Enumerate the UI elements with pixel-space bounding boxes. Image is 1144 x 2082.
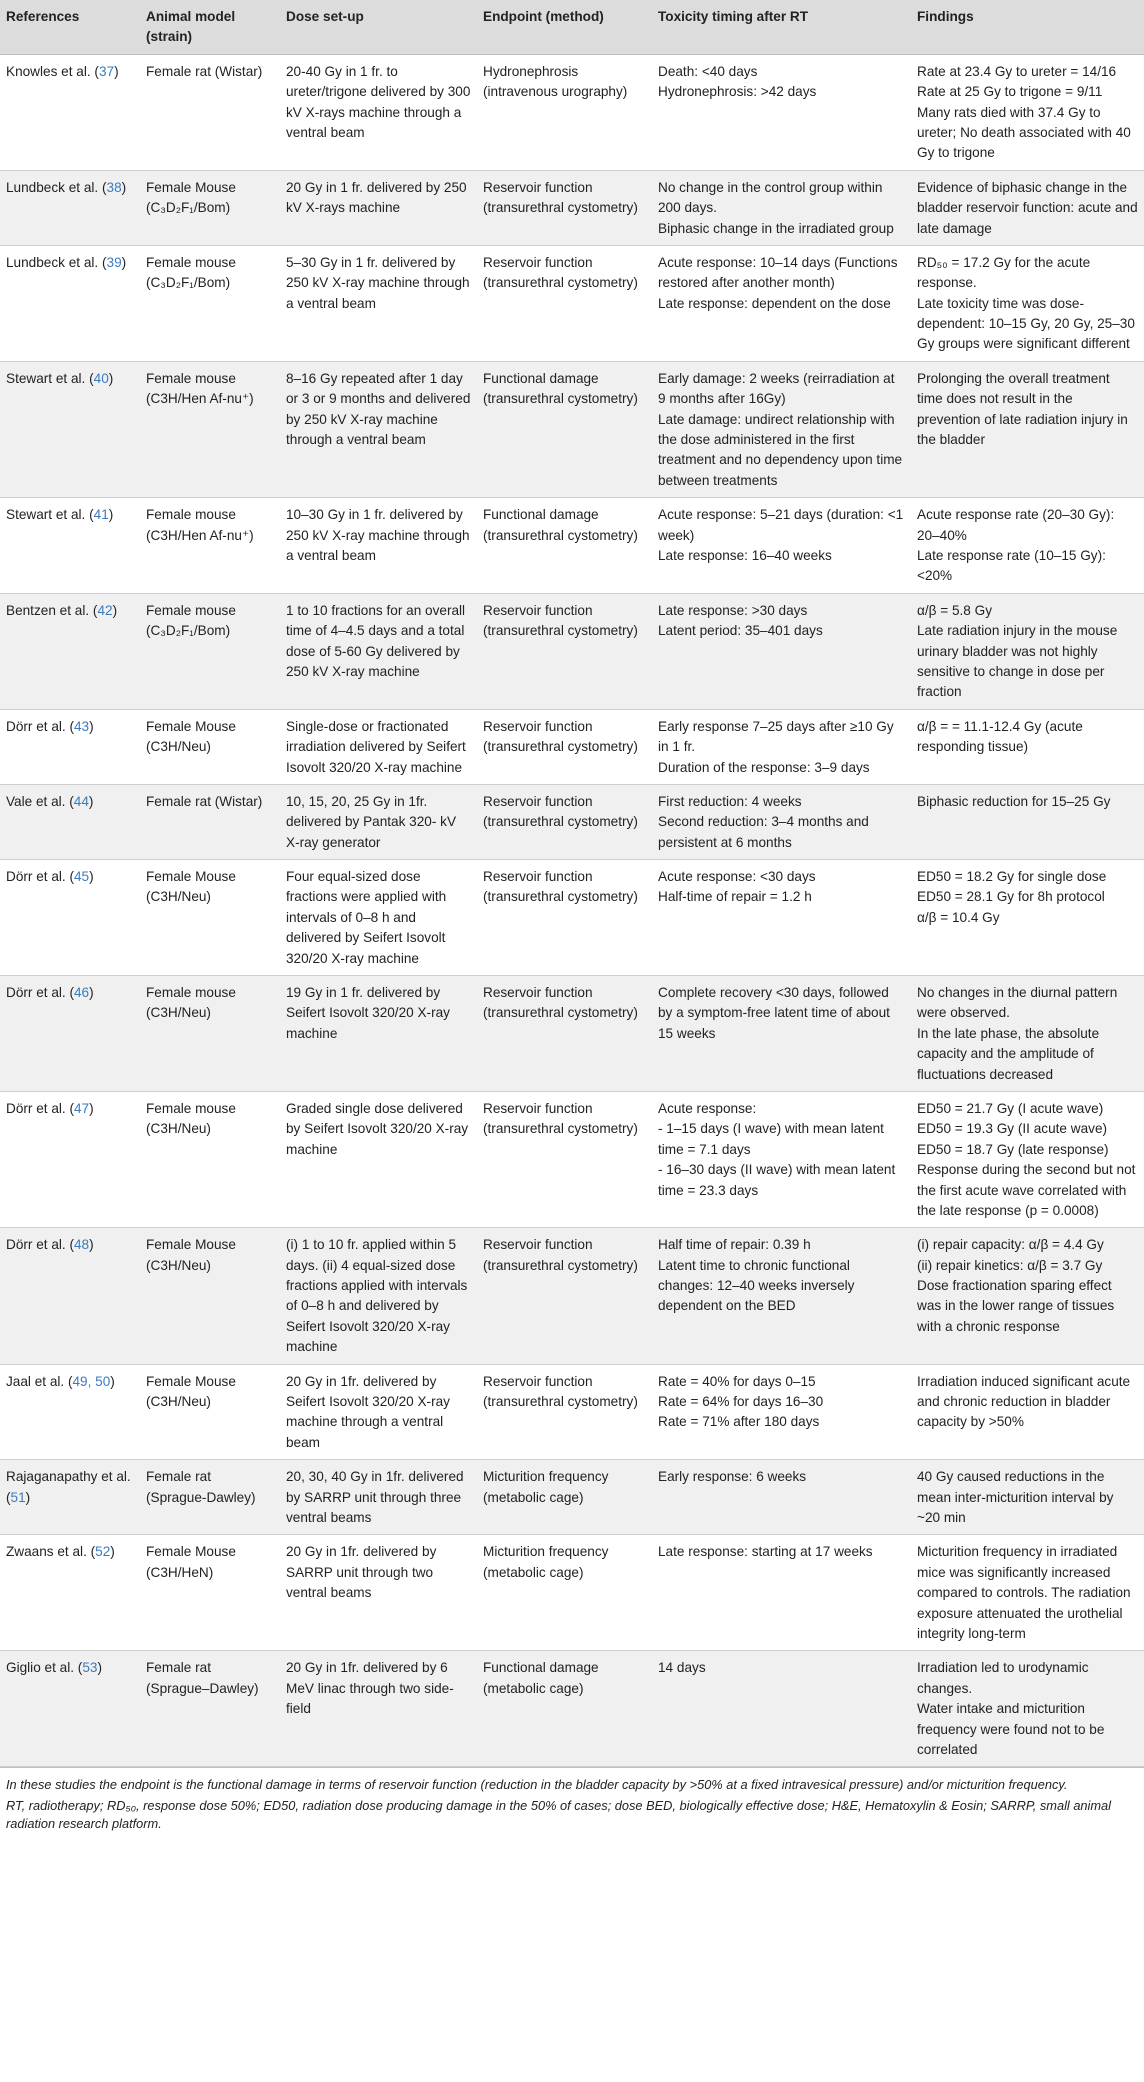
- finding-line: In the late phase, the absolute capacity and the amplitude of fluctuations decreased: [917, 1025, 1100, 1082]
- cell-animal-model: Female rat (Sprague-Dawley): [140, 1460, 280, 1535]
- cell-dose-setup: 1 to 10 fractions for an overall time of 4–4.5 days and a total dose of 5-60 Gy delivered by 250 kV X-ray machine: [280, 593, 477, 709]
- timing-line: - 16–30 days (II wave) with mean latent time = 23.3 days: [658, 1162, 896, 1198]
- finding-line: No changes in the diurnal pattern were observed.: [917, 985, 1118, 1021]
- table-row: [0, 54, 1144, 170]
- table-row: [0, 498, 1144, 594]
- timing-line: Duration of the response: 3–9 days: [658, 759, 870, 775]
- reference-name: Lundbeck et al.: [6, 179, 99, 195]
- timing-line: Late response: dependent on the dose: [658, 295, 891, 311]
- reference-name: Stewart et al.: [6, 507, 86, 523]
- cell-findings: [911, 1651, 1144, 1767]
- finding-line: Irradiation led to urodynamic changes.: [917, 1660, 1089, 1696]
- cell-toxicity-timing: [652, 593, 911, 709]
- timing-line: Acute response: 10–14 days (Functions restored after another month): [658, 254, 898, 291]
- reference-link[interactable]: 40: [93, 370, 109, 386]
- reference-link[interactable]: 51: [10, 1489, 26, 1505]
- timing-line: Complete recovery <30 days, followed by a symptom-free latent time of about 15 weeks: [658, 985, 890, 1041]
- finding-line: ED50 = 21.7 Gy (I acute wave): [917, 1100, 1104, 1116]
- cell-toxicity-timing: [652, 1091, 911, 1227]
- table-row: [0, 361, 1144, 497]
- cell-animal-model: Female mouse (C₃D₂F₁/Bom): [140, 245, 280, 361]
- timing-line: Late response: starting at 17 weeks: [658, 1544, 873, 1560]
- timing-line: Early response: 6 weeks: [658, 1469, 807, 1485]
- timing-line: Latent period: 35–401 days: [658, 623, 823, 639]
- cell-reference: Dörr et al. (43): [0, 709, 140, 784]
- finding-line: Late radiation injury in the mouse urinary bladder was not highly sensitive to change in dose per fraction: [917, 623, 1118, 700]
- cell-reference: Stewart et al. (41): [0, 498, 140, 594]
- reference-name: Knowles et al.: [6, 63, 91, 79]
- cell-reference: Jaal et al. (49, 50): [0, 1364, 140, 1460]
- header-toxicity-timing: Toxicity timing after RT: [652, 0, 911, 54]
- finding-line: Acute response rate (20–30 Gy): 20–40%: [917, 507, 1115, 543]
- cell-endpoint: Micturition frequency (metabolic cage): [477, 1460, 652, 1535]
- table-row: [0, 170, 1144, 245]
- cell-toxicity-timing: [652, 709, 911, 784]
- cell-animal-model: Female mouse (C3H/Neu): [140, 976, 280, 1092]
- timing-line: Late damage: undirect relationship with the dose administered in the first treatment and no dependency upon time between treatments: [658, 411, 903, 488]
- timing-line: Second reduction: 3–4 months and persistent at 6 months: [658, 814, 869, 850]
- reference-name: Dörr et al.: [6, 869, 66, 885]
- cell-dose-setup: 20, 30, 40 Gy in 1fr. delivered by SARRP unit through three ventral beams: [280, 1460, 477, 1535]
- cell-findings: [911, 860, 1144, 976]
- timing-line: First reduction: 4 weeks: [658, 793, 802, 809]
- table-row: [0, 1535, 1144, 1651]
- reference-name: Vale et al.: [6, 793, 66, 809]
- timing-line: 14 days: [658, 1660, 706, 1676]
- cell-animal-model: Female Mouse (C3H/Neu): [140, 860, 280, 976]
- cell-reference: Lundbeck et al. (39): [0, 245, 140, 361]
- reference-link[interactable]: 37: [98, 63, 115, 79]
- cell-animal-model: Female mouse (C3H/Neu): [140, 1091, 280, 1227]
- timing-line: Rate = 40% for days 0–15: [658, 1373, 816, 1389]
- cell-dose-setup: 20 Gy in 1 fr. delivered by 250 kV X-rays machine: [280, 170, 477, 245]
- cell-dose-setup: Four equal-sized dose fractions were applied with intervals of 0–8 h and delivered by Seifert Isovolt 320/20 X-ray machine: [280, 860, 477, 976]
- table-footnotes: [0, 1767, 1144, 1834]
- cell-findings: [911, 784, 1144, 859]
- reference-link[interactable]: 38: [106, 179, 122, 195]
- finding-line: Biphasic reduction for 15–25 Gy: [917, 793, 1111, 809]
- finding-line: α/β = = 11.1-12.4 Gy (acute responding tissue): [917, 718, 1083, 755]
- cell-endpoint: Reservoir function (transurethral cystometry): [477, 1228, 652, 1364]
- finding-line: Late toxicity time was dose-dependent: 10–15 Gy, 20 Gy, 25–30 Gy groups were significant different: [917, 295, 1135, 352]
- cell-endpoint: Functional damage (transurethral cystometry): [477, 498, 652, 594]
- table-header: [0, 0, 1144, 54]
- reference-name: Giglio et al.: [6, 1660, 75, 1676]
- header-endpoint: Endpoint (method): [477, 0, 652, 54]
- cell-animal-model: Female Mouse (C₃D₂F₁/Bom): [140, 170, 280, 245]
- table-row: [0, 1228, 1144, 1364]
- timing-line: Rate = 71% after 180 days: [658, 1414, 820, 1430]
- cell-endpoint: Reservoir function (transurethral cystometry): [477, 1364, 652, 1460]
- finding-line: Irradiation induced significant acute and chronic reduction in bladder capacity by >50%: [917, 1373, 1131, 1430]
- cell-toxicity-timing: [652, 1651, 911, 1767]
- cell-dose-setup: 8–16 Gy repeated after 1 day or 3 or 9 months and delivered by 250 kV X-ray machine through a ventral beam: [280, 361, 477, 497]
- finding-line: RD₅₀ = 17.2 Gy for the acute response.: [917, 254, 1091, 291]
- header-dose-setup: Dose set-up: [280, 0, 477, 54]
- timing-line: Acute response:: [658, 1100, 757, 1116]
- finding-line: Response during the second but not the first acute wave correlated with the late response (p = 0.0008): [917, 1162, 1136, 1218]
- reference-name: Lundbeck et al.: [6, 254, 99, 270]
- cell-animal-model: Female rat (Sprague–Dawley): [140, 1651, 280, 1767]
- cell-toxicity-timing: [652, 1364, 911, 1460]
- cell-animal-model: Female rat (Wistar): [140, 54, 280, 170]
- cell-findings: [911, 361, 1144, 497]
- timing-line: Acute response: 5–21 days (duration: <1 week): [658, 507, 904, 543]
- reference-name: Dörr et al.: [6, 718, 66, 734]
- cell-dose-setup: 20 Gy in 1fr. delivered by SARRP unit through two ventral beams: [280, 1535, 477, 1651]
- footnote-endpoint: In these studies the endpoint is the functional damage in terms of reservoir function (reduction in the bladder capacity by >50% at a fixed intravesical pressure) and/or micturition frequency.: [6, 1777, 1068, 1793]
- table-row: [0, 593, 1144, 709]
- cell-findings: [911, 1460, 1144, 1535]
- timing-line: Half-time of repair = 1.2 h: [658, 889, 812, 905]
- cell-dose-setup: 10, 15, 20, 25 Gy in 1fr. delivered by Pantak 320- kV X-ray generator: [280, 784, 477, 859]
- cell-endpoint: Reservoir function (transurethral cystometry): [477, 1091, 652, 1227]
- cell-endpoint: Reservoir function (transurethral cystometry): [477, 709, 652, 784]
- cell-findings: [911, 1091, 1144, 1227]
- finding-line: ED50 = 19.3 Gy (II acute wave): [917, 1121, 1108, 1137]
- reference-name: Stewart et al.: [6, 370, 86, 386]
- footnote-abbreviations: RT, radiotherapy; RD₅₀, response dose 50%; ED50, radiation dose producing damage in the 50% of cases; dose BED, biologically effective dose; H&E, Hematoxylin & Eosin; SARRP, small animal radiation research platform.: [6, 1797, 1112, 1832]
- reference-name: Dörr et al.: [6, 1100, 66, 1116]
- finding-line: Water intake and micturition frequency were found not to be correlated: [917, 1701, 1105, 1757]
- cell-toxicity-timing: [652, 860, 911, 976]
- reference-link[interactable]: 47: [74, 1100, 90, 1116]
- cell-dose-setup: 20 Gy in 1fr. delivered by 6 MeV linac through two side- field: [280, 1651, 477, 1767]
- cell-toxicity-timing: [652, 170, 911, 245]
- reference-link[interactable]: 48: [74, 1237, 90, 1253]
- timing-line: Death: <40 days: [658, 63, 758, 79]
- reference-name: Dörr et al.: [6, 985, 66, 1001]
- table-row: [0, 976, 1144, 1092]
- cell-endpoint: Reservoir function (transurethral cystometry): [477, 170, 652, 245]
- cell-dose-setup: 20 Gy in 1fr. delivered by Seifert Isovolt 320/20 X-ray machine through a ventral beam: [280, 1364, 477, 1460]
- reference-name: Rajaganapathy et al.: [6, 1469, 131, 1485]
- reference-link[interactable]: 52: [95, 1544, 111, 1560]
- table-row: [0, 1651, 1144, 1767]
- cell-animal-model: Female Mouse (C3H/HeN): [140, 1535, 280, 1651]
- cell-reference: Rajaganapathy et al. (51): [0, 1460, 140, 1535]
- cell-animal-model: Female rat (Wistar): [140, 784, 280, 859]
- reference-link[interactable]: 46: [74, 985, 90, 1001]
- reference-name: Zwaans et al.: [6, 1544, 87, 1560]
- reference-link[interactable]: 39: [106, 254, 122, 270]
- finding-line: Late response rate (10–15 Gy): <20%: [917, 547, 1106, 584]
- timing-line: Biphasic change in the irradiated group: [658, 220, 894, 236]
- cell-dose-setup: 19 Gy in 1 fr. delivered by Seifert Isovolt 320/20 X-ray machine: [280, 976, 477, 1092]
- finding-line: Rate at 25 Gy to trigone = 9/11: [917, 84, 1103, 100]
- cell-dose-setup: 5–30 Gy in 1 fr. delivered by 250 kV X-ray machine through a ventral beam: [280, 245, 477, 361]
- cell-toxicity-timing: [652, 1460, 911, 1535]
- cell-reference: Dörr et al. (47): [0, 1091, 140, 1227]
- timing-line: Acute response: <30 days: [658, 869, 816, 885]
- cell-endpoint: Micturition frequency (metabolic cage): [477, 1535, 652, 1651]
- finding-line: Dose fractionation sparing effect was in the lower range of tissues with a chronic response: [917, 1278, 1115, 1334]
- finding-line: (i) repair capacity: α/β = 4.4 Gy: [917, 1237, 1104, 1253]
- reference-link[interactable]: 45: [74, 869, 90, 885]
- timing-line: Early damage: 2 weeks (reirradiation at 9 months after 16Gy): [658, 370, 895, 407]
- finding-line: α/β = 10.4 Gy: [917, 909, 1000, 925]
- finding-line: Prolonging the overall treatment time does not result in the prevention of late radiation injury in the bladder: [917, 370, 1128, 448]
- header-animal-model: Animal model (strain): [140, 0, 280, 54]
- cell-findings: [911, 54, 1144, 170]
- finding-line: ED50 = 28.1 Gy for 8h protocol: [917, 889, 1105, 905]
- cell-animal-model: Female Mouse (C3H/Neu): [140, 709, 280, 784]
- cell-reference: Dörr et al. (46): [0, 976, 140, 1092]
- cell-dose-setup: Single-dose or fractionated irradiation delivered by Seifert Isovolt 320/20 X-ray machine: [280, 709, 477, 784]
- finding-line: Micturition frequency in irradiated mice was significantly increased compared to controls. The radiation exposure attenuated the urothelial integrity long-term: [917, 1544, 1131, 1641]
- cell-findings: [911, 245, 1144, 361]
- finding-line: 40 Gy caused reductions in the mean inter-micturition interval by ~20 min: [917, 1469, 1114, 1525]
- timing-line: Hydronephrosis: >42 days: [658, 84, 817, 100]
- table-row: [0, 1364, 1144, 1460]
- reference-link[interactable]: 41: [93, 507, 109, 523]
- cell-toxicity-timing: [652, 54, 911, 170]
- reference-link[interactable]: 42: [97, 602, 113, 618]
- cell-findings: [911, 1535, 1144, 1651]
- cell-reference: Dörr et al. (48): [0, 1228, 140, 1364]
- cell-findings: [911, 170, 1144, 245]
- timing-line: Early response 7–25 days after ≥10 Gy in 1 fr.: [658, 718, 894, 755]
- cell-reference: Lundbeck et al. (38): [0, 170, 140, 245]
- cell-toxicity-timing: [652, 1228, 911, 1364]
- finding-line: Evidence of biphasic change in the bladder reservoir function: acute and late damage: [917, 179, 1138, 236]
- reference-link[interactable]: 49, 50: [72, 1373, 111, 1389]
- timing-line: Rate = 64% for days 16–30: [658, 1394, 824, 1410]
- timing-line: Late response: 16–40 weeks: [658, 547, 832, 563]
- cell-endpoint: Functional damage (metabolic cage): [477, 1651, 652, 1767]
- table-row: [0, 784, 1144, 859]
- cell-toxicity-timing: [652, 498, 911, 594]
- cell-animal-model: Female mouse (C3H/Hen Af-nu⁺): [140, 498, 280, 594]
- cell-findings: [911, 1364, 1144, 1460]
- table-row: [0, 709, 1144, 784]
- table-row: [0, 245, 1144, 361]
- timing-line: No change in the control group within 200 days.: [658, 179, 883, 216]
- cell-toxicity-timing: [652, 976, 911, 1092]
- cell-endpoint: Reservoir function (transurethral cystometry): [477, 245, 652, 361]
- cell-endpoint: Functional damage (transurethral cystometry): [477, 361, 652, 497]
- cell-endpoint: Reservoir function (transurethral cystometry): [477, 860, 652, 976]
- cell-findings: [911, 593, 1144, 709]
- table-row: [0, 860, 1144, 976]
- reference-name: Bentzen et al.: [6, 602, 90, 618]
- table-body: [0, 54, 1144, 1767]
- cell-endpoint: Reservoir function (transurethral cystometry): [477, 784, 652, 859]
- cell-reference: Giglio et al. (53): [0, 1651, 140, 1767]
- finding-line: ED50 = 18.2 Gy for single dose: [917, 869, 1107, 885]
- reference-name: Jaal et al.: [6, 1373, 65, 1389]
- cell-reference: Knowles et al. (37): [0, 54, 140, 170]
- reference-name: Dörr et al.: [6, 1237, 66, 1253]
- finding-line: Rate at 23.4 Gy to ureter = 14/16: [917, 63, 1117, 79]
- timing-line: - 1–15 days (I wave) with mean latent time = 7.1 days: [658, 1121, 884, 1157]
- cell-animal-model: Female Mouse (C3H/Neu): [140, 1364, 280, 1460]
- cell-reference: Bentzen et al. (42): [0, 593, 140, 709]
- timing-line: Late response: >30 days: [658, 602, 808, 618]
- finding-line: Many rats died with 37.4 Gy to ureter; No death associated with 40 Gy to trigone: [917, 104, 1131, 161]
- cell-findings: [911, 709, 1144, 784]
- header-findings: Findings: [911, 0, 1144, 54]
- cell-reference: Dörr et al. (45): [0, 860, 140, 976]
- cell-toxicity-timing: [652, 245, 911, 361]
- cell-reference: Stewart et al. (40): [0, 361, 140, 497]
- cell-animal-model: Female Mouse (C3H/Neu): [140, 1228, 280, 1364]
- table-row: [0, 1460, 1144, 1535]
- finding-line: (ii) repair kinetics: α/β = 3.7 Gy: [917, 1257, 1103, 1273]
- cell-findings: [911, 1228, 1144, 1364]
- reference-link[interactable]: 53: [82, 1660, 98, 1676]
- finding-line: ED50 = 18.7 Gy (late response): [917, 1141, 1109, 1157]
- timing-line: Half time of repair: 0.39 h: [658, 1237, 811, 1253]
- cell-dose-setup: Graded single dose delivered by Seifert Isovolt 320/20 X-ray machine: [280, 1091, 477, 1227]
- cell-endpoint: Reservoir function (transurethral cystometry): [477, 976, 652, 1092]
- cell-reference: Vale et al. (44): [0, 784, 140, 859]
- header-references: References: [0, 0, 140, 54]
- timing-line: Latent time to chronic functional changes: 12–40 weeks inversely dependent on the BED: [658, 1257, 855, 1314]
- finding-line: α/β = 5.8 Gy: [917, 602, 992, 618]
- reference-link[interactable]: 44: [73, 793, 89, 809]
- cell-endpoint: Hydronephrosis (intravenous urography): [477, 54, 652, 170]
- cell-toxicity-timing: [652, 1535, 911, 1651]
- cell-findings: [911, 976, 1144, 1092]
- cell-dose-setup: 10–30 Gy in 1 fr. delivered by 250 kV X-ray machine through a ventral beam: [280, 498, 477, 594]
- cell-dose-setup: (i) 1 to 10 fr. applied within 5 days. (ii) 4 equal-sized dose fractions applied with intervals of 0–8 h and delivered by Seifert Isovolt 320/20 X-ray machine: [280, 1228, 477, 1364]
- reference-link[interactable]: 43: [74, 718, 90, 734]
- cell-dose-setup: 20-40 Gy in 1 fr. to ureter/trigone delivered by 300 kV X-rays machine through a ventral beam: [280, 54, 477, 170]
- cell-toxicity-timing: [652, 361, 911, 497]
- cell-endpoint: Reservoir function (transurethral cystometry): [477, 593, 652, 709]
- table-row: [0, 1091, 1144, 1227]
- cell-findings: [911, 498, 1144, 594]
- cell-animal-model: Female mouse (C3H/Hen Af-nu⁺): [140, 361, 280, 497]
- cell-reference: Zwaans et al. (52): [0, 1535, 140, 1651]
- cell-toxicity-timing: [652, 784, 911, 859]
- cell-animal-model: Female mouse (C₃D₂F₁/Bom): [140, 593, 280, 709]
